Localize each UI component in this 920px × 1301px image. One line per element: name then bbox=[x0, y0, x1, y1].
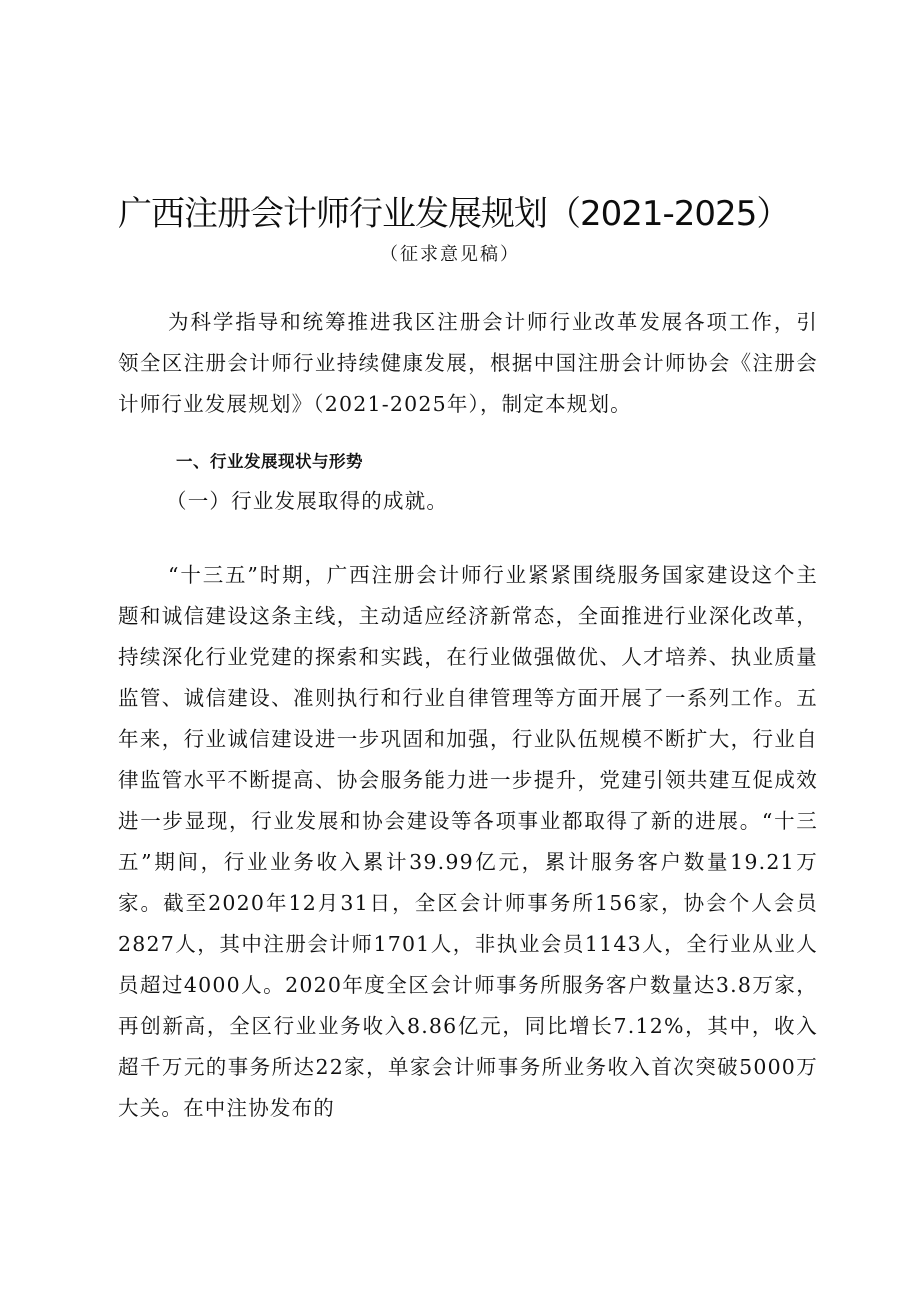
document-subtitle: （征求意见稿） bbox=[380, 244, 520, 265]
intro-paragraph: 为科学指导和统筹推进我区注册会计师行业改革发展各项工作，引领全区注册会计师行业持续健康发展，根据中国注册会计师协会《注册会计师行业发展规划》（2021-2025年），制定本规划。 bbox=[118, 310, 818, 416]
body-paragraph: “十三五”时期，广西注册会计师行业紧紧围绕服务国家建设这个主题和诚信建设这条主线，主动适应经济新常态，全面推进行业深化改革，持续深化行业党建的探索和实践，在行业做强做优、人才培养、执业质量监管、诚信建设、准则执行和行业自律管理等方面开展了一系列工作。五年来，行业诚信建设进一步巩固和加强，行业队伍规模不断扩大，行业自律监管水平不断提高、协会服务能力进一步提升，党建引领共建互促成效进一步显现，行业发展和协会建设等各项事业都取得了新的进展。“十三五”期间，行业业务收入累计39.99亿元，累计服务客户数量19.21万家。截至2020年12月31日，全区会计师事务所156家，协会个人会员2827人，其中注册会计师1701人，非执业会员1143人，全行业从业人员超过4000人。2020年度全区会计师事务所服务客户数量达3.8万家，再创新高，全区行业业务收入8.86亿元，同比增长7.12%，其中，收入超千万元的事务所达22家，单家会计师事务所业务收入首次突破5000万大关。在中注协发布的 bbox=[118, 563, 818, 1120]
section-heading: 一、行业发展现状与形势 bbox=[176, 452, 363, 471]
subsection-heading: （一）行业发展取得的成就。 bbox=[166, 489, 449, 513]
document-title: 广西注册会计师行业发展规划（2021-2025） bbox=[118, 194, 790, 234]
